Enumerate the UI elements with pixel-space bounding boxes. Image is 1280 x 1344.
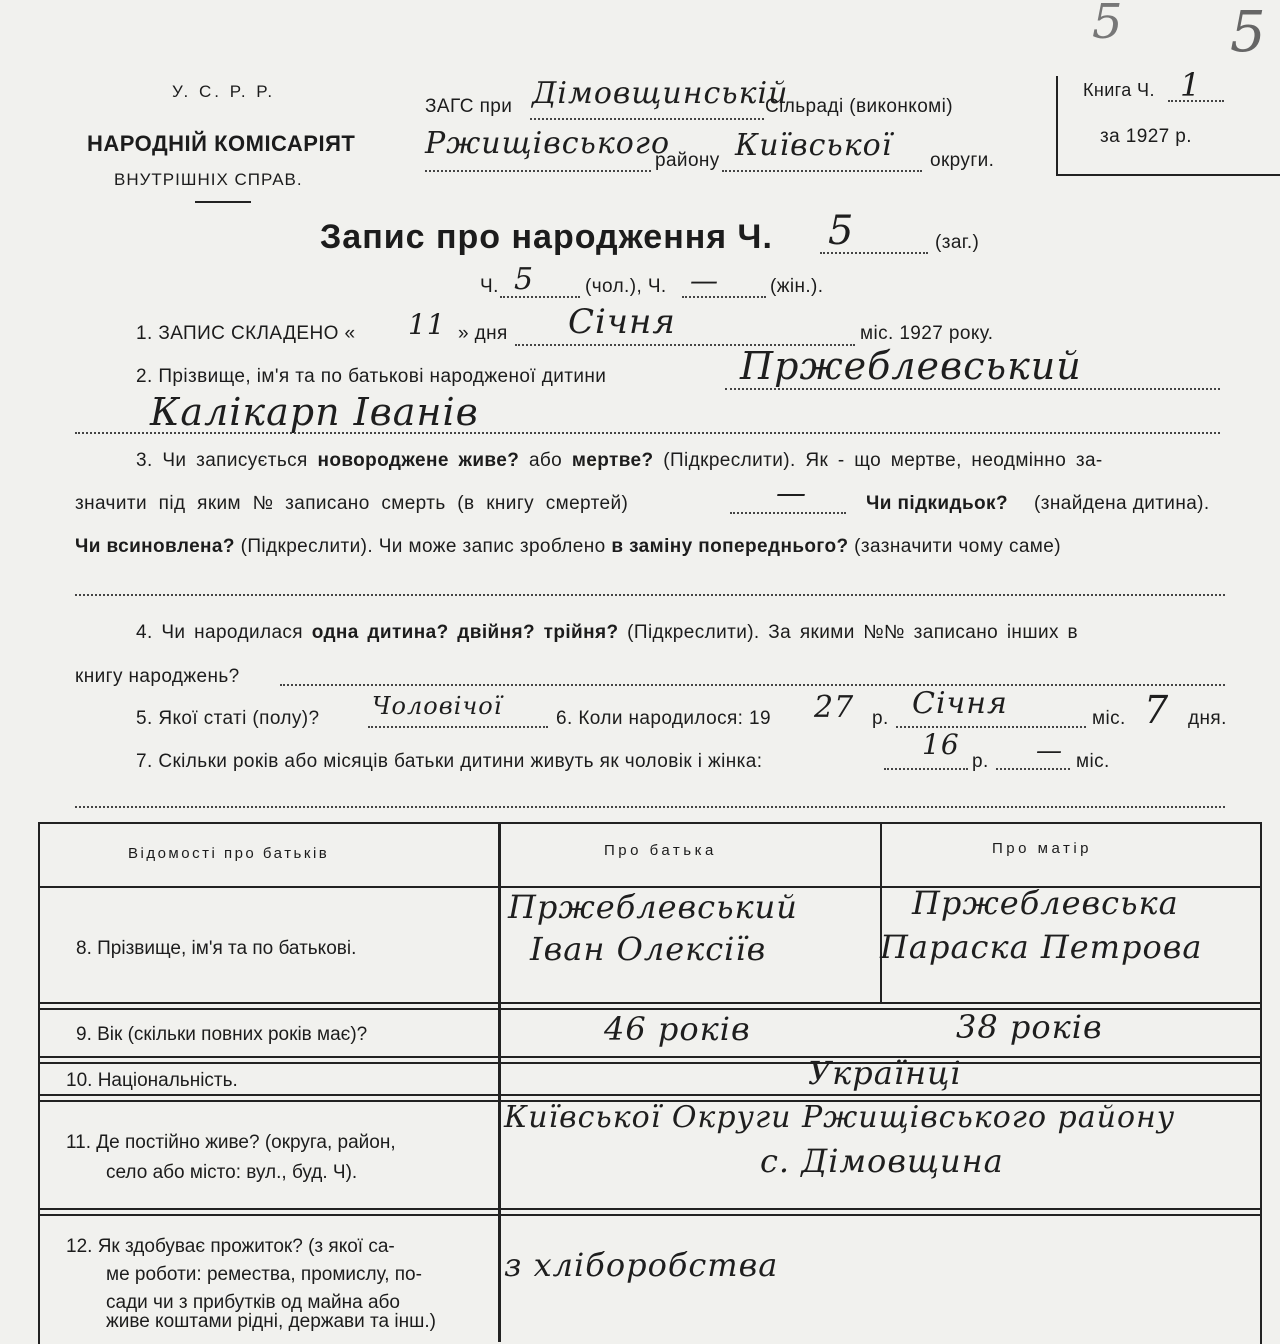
row12-label-1: 12. Як здобуває прожиток? (з якої са- bbox=[66, 1236, 395, 1257]
field3-line2a: значити під яким № записано смерть (в книгу смертей) bbox=[75, 493, 629, 514]
book-year: за 1927 р. bbox=[1100, 126, 1192, 147]
male-ch: Ч. bbox=[480, 276, 499, 297]
field3-or: або bbox=[528, 450, 563, 471]
field3-foundling: Чи підкидьок? bbox=[866, 493, 1008, 514]
okruga-line bbox=[722, 170, 922, 172]
row12-label-3: сади чи з прибутків од майна або bbox=[106, 1292, 400, 1313]
field5-line bbox=[368, 726, 548, 728]
field5-value-handwritten: Чоловічої bbox=[372, 692, 503, 720]
row8-label: 8. Прізвище, ім'я та по батькові. bbox=[76, 938, 357, 959]
row9-father-age: 46 років bbox=[604, 1010, 751, 1048]
field7-months-handwritten: — bbox=[1036, 736, 1063, 766]
row11-label-2: село або місто: вул., буд. Ч). bbox=[106, 1162, 358, 1183]
field4-line1 bbox=[136, 622, 1078, 644]
book-label: Книга Ч. bbox=[1083, 80, 1155, 100]
table-col-divider-1 bbox=[498, 822, 501, 1342]
field7-months-line bbox=[996, 768, 1070, 770]
male-label: (чол.), Ч. bbox=[585, 276, 667, 297]
field7-years-line bbox=[884, 768, 968, 770]
row9-label: 9. Вік (скільки повних років має)? bbox=[76, 1024, 368, 1045]
row11-address-1: Київської Округи Ржищівського району bbox=[504, 1100, 1176, 1135]
field7-r: р. bbox=[972, 751, 989, 772]
corner-pencil-mark: 5 bbox=[1230, 0, 1267, 65]
district-handwritten: Ржищівського bbox=[425, 126, 671, 161]
field1-month-handwritten: Січня bbox=[568, 302, 676, 342]
field2-label: 2. Прізвище, ім'я та по батькові народженої дитини bbox=[136, 366, 607, 387]
field3-dash-handwritten: — bbox=[776, 476, 807, 511]
field6-dnia: дня. bbox=[1188, 708, 1227, 729]
field3-replacement: в заміну попереднього? bbox=[611, 536, 849, 557]
field6-month-handwritten: Січня bbox=[912, 686, 1008, 721]
council-handwritten: Дімовщинській bbox=[532, 76, 789, 111]
row8-father-surname: Пржеблевський bbox=[508, 888, 798, 926]
field3-p1: 3. Чи записується bbox=[136, 450, 308, 471]
table-row8-rule-a bbox=[38, 1002, 1260, 1004]
field2-surname-line bbox=[725, 388, 1220, 390]
field7-blank-line bbox=[75, 806, 1225, 808]
record-number-line bbox=[820, 252, 928, 254]
field4-options: одна дитина? двійня? трійня? bbox=[311, 622, 619, 643]
field6-mis: міс. bbox=[1092, 708, 1126, 729]
field7-mis: міс. bbox=[1076, 751, 1110, 772]
field2-name-handwritten: Калікарп Іванів bbox=[150, 390, 479, 434]
district-line bbox=[425, 170, 651, 172]
field3-p3: (Підкреслити). Як - що мертве, неодмінно за- bbox=[663, 450, 1103, 471]
female-count-line bbox=[682, 296, 766, 298]
table-row9-rule-b bbox=[38, 1062, 1260, 1064]
field6-r: р. bbox=[872, 708, 889, 729]
okruga-handwritten: Київської bbox=[735, 128, 893, 163]
field4-p1: 4. Чи народилася bbox=[136, 622, 303, 643]
field3-l3a: (Підкреслити). Чи може запис зроблено bbox=[240, 536, 606, 557]
female-count-handwritten: — bbox=[690, 264, 719, 297]
field7-years-handwritten: 16 bbox=[922, 728, 960, 761]
book-number-handwritten: 1 bbox=[1180, 66, 1202, 104]
field4-line2: книгу народжень? bbox=[75, 666, 240, 687]
table-row9-rule-a bbox=[38, 1056, 1260, 1058]
table-header-mother: Про матір bbox=[992, 840, 1093, 857]
field1-end: міс. 1927 року. bbox=[860, 323, 994, 344]
field3-alive: новороджене живе? bbox=[317, 450, 520, 471]
field2-surname-handwritten: Пржеблевський bbox=[740, 344, 1082, 388]
record-title: Запис про народження Ч. bbox=[320, 218, 773, 256]
table-row11-rule-b bbox=[38, 1214, 1260, 1216]
field3-dead: мертве? bbox=[571, 450, 654, 471]
field3-line1 bbox=[136, 450, 1103, 472]
field3-line2b: (знайдена дитина). bbox=[1034, 493, 1210, 514]
council-line bbox=[530, 118, 764, 120]
zags-prefix: ЗАГС при bbox=[425, 96, 513, 117]
field6-day-handwritten: 7 bbox=[1144, 688, 1170, 732]
field2-name-line bbox=[75, 432, 1220, 434]
record-title-suffix: (заг.) bbox=[935, 232, 980, 253]
corner-pencil-mark-2: 5 bbox=[1092, 0, 1124, 50]
record-number-handwritten: 5 bbox=[828, 208, 855, 254]
row9-mother-age: 38 років bbox=[956, 1008, 1103, 1046]
row12-label-4: живе коштами рідні, держави та інш.) bbox=[106, 1311, 436, 1332]
table-header-info: Відомості про батьків bbox=[128, 845, 330, 862]
row10-nationality: Українці bbox=[808, 1054, 962, 1092]
row10-label: 10. Національність. bbox=[66, 1070, 238, 1091]
field7-label: 7. Скільки років або місяців батьки дитини живуть як чоловік і жінка: bbox=[136, 751, 763, 772]
row12-livelihood: з хліборобства bbox=[504, 1246, 779, 1284]
field1-day-handwritten: 11 bbox=[408, 308, 446, 341]
okruga-label: округи. bbox=[930, 150, 995, 171]
republic-abbr: У. С. Р. Р. bbox=[172, 82, 276, 101]
row8-father-name: Іван Олексіїв bbox=[530, 930, 767, 968]
field5-label: 5. Якої статі (полу)? bbox=[136, 708, 320, 729]
field1-label: 1. ЗАПИС СКЛАДЕНО « bbox=[136, 323, 356, 344]
male-count-line bbox=[500, 296, 580, 298]
district-label: району bbox=[655, 150, 720, 171]
row11-address-2: с. Дімовщина bbox=[760, 1142, 1004, 1180]
row11-label-1: 11. Де постійно живе? (округа, район, bbox=[66, 1132, 396, 1153]
field3-l3b: (зазначити чому саме) bbox=[854, 536, 1061, 557]
field6-label: 6. Коли народилося: 19 bbox=[556, 708, 771, 729]
field1-mid: » дня bbox=[458, 323, 508, 344]
table-col-divider-2 bbox=[880, 822, 882, 1002]
table-row11-rule-a bbox=[38, 1208, 1260, 1210]
male-count-handwritten: 5 bbox=[514, 262, 535, 297]
commissariat-subtitle: ВНУТРІШНІХ СПРАВ. bbox=[114, 170, 303, 189]
field4-p2: (Підкреслити). За якими №№ записано інших в bbox=[627, 622, 1079, 643]
header-divider bbox=[195, 201, 251, 203]
row8-mother-surname: Пржеблевська bbox=[912, 884, 1179, 922]
commissariat-title: НАРОДНІЙ КОМІСАРІЯТ bbox=[87, 131, 356, 156]
table-header-father: Про батька bbox=[604, 842, 717, 859]
field3-line3 bbox=[75, 536, 1061, 558]
council-suffix: Сільраді (виконкомі) bbox=[765, 96, 953, 117]
female-label: (жін.). bbox=[770, 276, 824, 297]
field3-adopted: Чи всиновлена? bbox=[75, 536, 235, 557]
field6-year-handwritten: 27 bbox=[814, 690, 855, 725]
field4-blank-line bbox=[280, 684, 1225, 686]
row12-label-2: ме роботи: ремества, промислу, по- bbox=[106, 1264, 422, 1285]
book-number-line bbox=[1168, 100, 1224, 102]
row8-mother-name: Параска Петрова bbox=[880, 928, 1203, 966]
field3-blank-line bbox=[75, 594, 1225, 596]
field3-dash-line bbox=[730, 512, 846, 514]
